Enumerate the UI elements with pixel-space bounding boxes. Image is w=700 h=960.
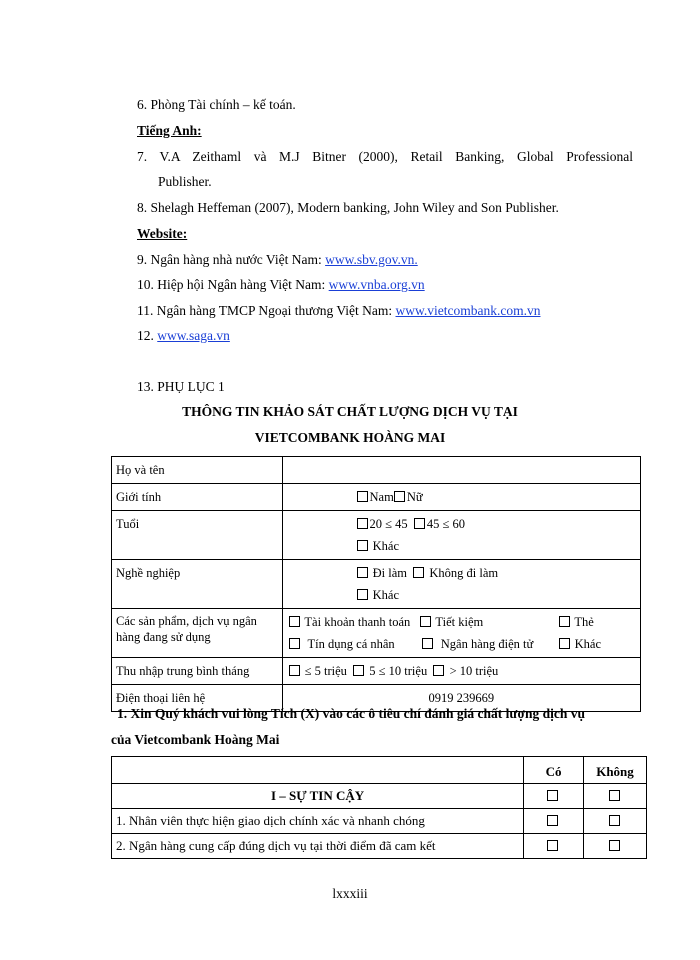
- product-option-4[interactable]: [289, 633, 395, 655]
- gender-label: Giới tính: [112, 484, 283, 511]
- age-option-2-label: 45 ≤ 60: [426, 517, 466, 531]
- section-yes-cell[interactable]: [524, 784, 584, 809]
- products-options: [282, 609, 640, 658]
- product-option-2[interactable]: [420, 611, 484, 633]
- website-heading: Website:: [137, 226, 188, 241]
- checkbox-icon: [609, 815, 620, 826]
- income-options: [282, 658, 640, 685]
- income-option-2-label: 5 ≤ 10 triệu: [369, 664, 428, 678]
- job-option-3-label: Khác: [372, 588, 400, 602]
- product-option-5[interactable]: [422, 633, 534, 655]
- product-option-1[interactable]: [289, 611, 411, 633]
- checkbox-icon: [559, 616, 570, 627]
- product-option-2-label: Tiết kiệm: [435, 615, 484, 629]
- survey-instruction-line2: của Vietcombank Hoàng Mai: [111, 732, 280, 747]
- product-option-3-label: Thẻ: [574, 615, 594, 629]
- checkbox-icon: [433, 665, 444, 676]
- checkbox-icon: [609, 790, 620, 801]
- survey-table: [111, 756, 647, 859]
- q1-no-cell[interactable]: [584, 809, 647, 834]
- income-option-1-label: ≤ 5 triệu: [304, 664, 347, 678]
- survey-instruction-line1: 1. Xin Quý khách vui lòng Tích (X) vào các ô tiêu chí đánh giá chất lượng dịch vụ: [117, 706, 586, 721]
- col-yes-header: Có: [524, 757, 584, 784]
- q2-yes-cell[interactable]: [524, 834, 584, 859]
- ref-item-7: [137, 149, 633, 165]
- ref-item-7-line1: 7. V.A Zeithaml và M.J Bitner (2000), Retail Banking, Global Professional: [137, 149, 633, 164]
- ref-item-12: [137, 328, 230, 344]
- checkbox-icon: [357, 567, 368, 578]
- checkbox-icon: [289, 638, 300, 649]
- age-option-3[interactable]: [357, 539, 400, 553]
- sbv-link[interactable]: www.sbv.gov.vn.: [325, 252, 418, 267]
- age-label: Tuổi: [112, 511, 283, 560]
- job-option-3[interactable]: [357, 588, 400, 602]
- name-label: Họ và tên: [112, 457, 283, 484]
- income-option-2[interactable]: [353, 664, 427, 678]
- income-option-3[interactable]: [433, 664, 498, 678]
- product-option-5-label: Ngân hàng điện tử: [440, 637, 534, 651]
- name-field[interactable]: [282, 457, 640, 484]
- checkbox-icon: [559, 638, 570, 649]
- income-label: Thu nhập trung bình tháng: [112, 658, 283, 685]
- appendix-title-line1: THÔNG TIN KHẢO SÁT CHẤT LƯỢNG DỊCH VỤ TẠI: [182, 404, 518, 419]
- checkbox-icon: [420, 616, 431, 627]
- job-option-1-label: Đi làm: [372, 566, 408, 580]
- checkbox-icon: [289, 665, 300, 676]
- gender-options: [282, 484, 640, 511]
- products-label: Các sản phẩm, dịch vụ ngân hàng đang sử dụng: [112, 609, 283, 658]
- job-label: Nghề nghiệp: [112, 560, 283, 609]
- checkbox-icon: [357, 540, 368, 551]
- page-number: lxxxiii: [332, 886, 368, 901]
- table-row: [112, 809, 647, 834]
- income-option-1[interactable]: [289, 664, 347, 678]
- checkbox-icon: [394, 491, 405, 502]
- appendix-label: 13. PHỤ LỤC 1: [137, 379, 225, 394]
- ref-item-11: [137, 303, 540, 319]
- table-header-row: [112, 757, 647, 784]
- gender-female-label: Nữ: [406, 490, 423, 504]
- question-1: 1. Nhân viên thực hiện giao dịch chính xác và nhanh chóng: [112, 809, 524, 834]
- job-option-2[interactable]: [413, 566, 498, 580]
- checkbox-icon: [357, 491, 368, 502]
- job-option-1[interactable]: [357, 566, 408, 580]
- table-row: [112, 658, 641, 685]
- income-option-3-label: > 10 triệu: [449, 664, 499, 678]
- phone-label: Điện thoại liên hệ: [112, 685, 283, 712]
- header-blank-cell: [112, 757, 524, 784]
- product-option-1-label: Tài khoản thanh toán: [304, 615, 411, 629]
- ref-item-10: [137, 277, 425, 293]
- gender-male-label: Nam: [369, 490, 394, 504]
- table-row: [112, 560, 641, 609]
- ref-item-9-text: 9. Ngân hàng nhà nước Việt Nam:: [137, 252, 326, 267]
- ref-item-7-line2: Publisher.: [158, 174, 212, 189]
- col-no-header: Không: [584, 757, 647, 784]
- section-no-cell[interactable]: [584, 784, 647, 809]
- checkbox-icon: [609, 840, 620, 851]
- checkbox-icon: [547, 840, 558, 851]
- question-2: 2. Ngân hàng cung cấp đúng dịch vụ tại thời điểm đã cam kết: [112, 834, 524, 859]
- saga-link[interactable]: www.saga.vn: [157, 328, 230, 343]
- age-option-1[interactable]: [357, 517, 408, 531]
- table-row: [112, 457, 641, 484]
- checkbox-icon: [413, 567, 424, 578]
- age-option-3-label: Khác: [372, 539, 400, 553]
- ref-item-12-text: 12.: [137, 328, 158, 343]
- phone-value[interactable]: 0919 239669: [282, 685, 640, 712]
- age-option-2[interactable]: [414, 517, 465, 531]
- ref-item-9: [137, 252, 418, 268]
- table-row: [112, 609, 641, 658]
- checkbox-icon: [353, 665, 364, 676]
- product-option-4-label: Tín dụng cá nhân: [307, 637, 395, 651]
- checkbox-icon: [357, 518, 368, 529]
- q1-yes-cell[interactable]: [524, 809, 584, 834]
- vnba-link[interactable]: www.vnba.org.vn: [328, 277, 425, 292]
- ref-item-6: 6. Phòng Tài chính – kế toán.: [137, 97, 296, 112]
- vietcombank-link[interactable]: www.vietcombank.com.vn: [395, 303, 541, 318]
- section-row: [112, 784, 647, 809]
- english-heading: Tiếng Anh:: [137, 123, 202, 138]
- q2-no-cell[interactable]: [584, 834, 647, 859]
- checkbox-icon: [289, 616, 300, 627]
- checkbox-icon: [357, 589, 368, 600]
- checkbox-icon: [414, 518, 425, 529]
- gender-female-option[interactable]: [394, 490, 423, 504]
- product-option-6[interactable]: [559, 633, 602, 655]
- checkbox-icon: [547, 815, 558, 826]
- age-option-1-label: 20 ≤ 45: [369, 517, 408, 531]
- respondent-info-table: [111, 456, 641, 712]
- ref-item-11-text: 11. Ngân hàng TMCP Ngoại thương Việt Nam:: [137, 303, 396, 318]
- product-option-6-label: Khác: [574, 637, 602, 651]
- table-row: [112, 834, 647, 859]
- product-option-3[interactable]: [559, 611, 594, 633]
- ref-item-8: 8. Shelagh Heffeman (2007), Modern banking, John Wiley and Son Publisher.: [137, 200, 559, 215]
- age-options: [282, 511, 640, 560]
- table-row: [112, 484, 641, 511]
- gender-male-option[interactable]: [357, 490, 394, 504]
- checkbox-icon: [422, 638, 433, 649]
- checkbox-icon: [547, 790, 558, 801]
- section-reliability: I – SỰ TIN CẬY: [112, 784, 524, 809]
- job-option-2-label: Không đi làm: [429, 566, 499, 580]
- table-row: [112, 511, 641, 560]
- appendix-title-line2: VIETCOMBANK HOÀNG MAI: [254, 430, 446, 445]
- job-options: [282, 560, 640, 609]
- ref-item-10-text: 10. Hiệp hội Ngân hàng Việt Nam:: [137, 277, 329, 292]
